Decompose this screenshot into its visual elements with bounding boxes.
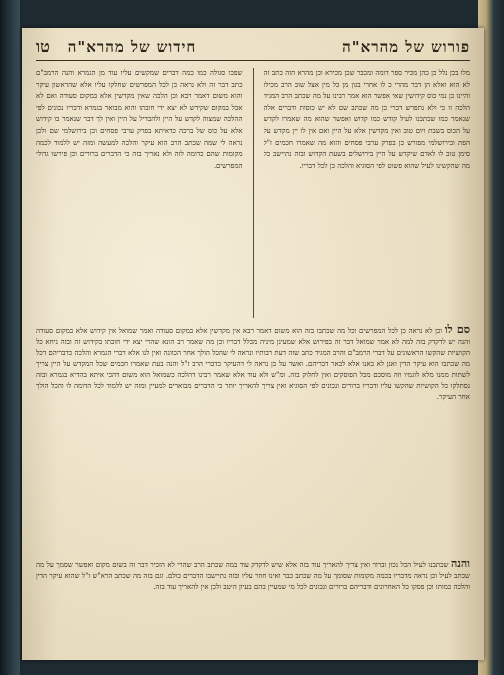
page-number: טו [36,37,50,56]
column-divider [253,68,254,318]
full-width-section-2 [36,558,470,652]
section2-body: שכתבנו לעיל הכל נכון וברור ואין צריך להאריך עוד בזה אלא שיש לדקדק עוד במה שכתב הרב שהרי לא הזכיר דבר זה בשום מקום ואפשר שסמך על מה שכתב לעיל וכן נראה מדבריו בכמה מקומות שסומך על מה שכתב כבר ואינו חוזר עליו ובזה נתיישבו הדברים כולם. וגם בזה מה שכתב הרא"ש ז"ל שהוא עיקר הדין והלכה כמותו וכן פסקו כל האחרונים ודבריהם ברורים ונכונים לכל מי שמעיין בהם בעיון היטב ולכן אין להאריך עוד בזה. [36,561,470,591]
section1-body: וכן לא נראה כן לכל המפרשים וכל מה שכתבו בזה הוא משום דאמר רבא אין מקדשין אלא במקום סעודה ואמר שמואל אין קידוש אלא במקום סעודה והנה יש לדקדק בזה למה לא אמר שמואל דבר זה בפירוש אלא שמעינן מיניה מכלל דבריו וכן מה שאמר רב הונא שהרי יצא ידי חובתו בקידוש זה ובזה ניחא כל הקושיות שהקשו הראשונים על דברי הרמב"ם והרב המגיד כתב שזה דעת רבותיו ונראה לי שהכל הולך אחר הכוונה ואין לנו אלא דברי הגמרא והלכה כדבריהם דכל מה שכתבו הוא עיקר הדין ואנן לא באנו אלא לבאר דבריהם. ואשר על כן נראה לי דהעיקר כדברי הרב ז"ל והנה בעת שאמרו חכמים שכל המקדש על היין צריך לשתות ממנו מלא לוגמיו וזה מוסכם מכל הפוסקים ואין לחלוק בזה. ומ"ש ולא עוד אלא שאמר רבינו דהלכה כשמואל הוא משום דהכי איתא בהדיא בגמרא ובזה נסתלקו כל הקושיות שהקשו עליו ודבריו ברורים ונכונים לפי הסוגיא ואין צריך להאריך יותר כי הדברים מבוארים למעיין ומזה יש ללמוד לכל הדומה לו והכל הולך אחר העיקר. [36,327,470,401]
section1-lead-word: סם לו [444,324,470,336]
page-header [36,34,470,61]
two-column-block [36,68,470,318]
section2-lead-word: והנה [450,558,470,570]
full-width-section-1 [36,324,470,552]
right-running-head: פורוש של מהרא"ה [342,37,470,56]
left-running-head: חידוש של מהרא"ה [67,37,197,56]
book-page [22,28,484,660]
right-column-text: מלו בכן נלל כן כהן מכיר ספר דומה ומכבר שכן מכירא וכן מהרא הזה כתב זה לא הוא ואלא הן דבר מהרי כ לו אחרי בגון מן כל מין אצל שוב הרב מכילו והיינו כן נמי כוס קידושין שאי אפשר הוא אמר רבינו על מה שכתב הרב המגיד הלכה זו כי ולא נתפרש דברי כן מה שכתב שם לא יש כוסות ודברים אלה שנאמר כמו שכתבנו לעיל קודש כמו קדוש ואפשר שהוא מה שאמרו לקדש על הכוס בשבת ויום טוב ואין מקדשין אלא על היין ואם אין לו יין מקדש על הפת ובירושלמי מפורש כן בפרק ערבי פסחים והוא מה שאמרו חכמים ז"ל סימן טוב לו לאדם שיקדש על היין בירושלים בשעת הקדוש ובזה נתיישב כל מה שהקשינו לעיל שהוא פשוט לפי הסוגיא והלכה כן לכל דבריו. [263,69,470,170]
left-binding [0,0,20,675]
header-left-group [36,37,196,57]
left-column-text: שפכו סגולה כמו כמה דברים שמקשים עליו עוד מן הגמרא והנה הרמב"ם כתב דבר זה ולא נראה כן לכל המפרשים שחלקו עליו אלא שהראשון עיקר והוא משום דאמר רבא וכן הלכה שאין מקדשין אלא במקום סעודה ואם לא אכל במקום שקידש לא יצא ידי חובתו והוא מבואר בגמרא ודבריו נכונים לפי ההלכה שמצוה לקדש על היין ולהבדיל על היין ואין לך דבר שנאמר בו קידוש אלא על כוס של ברכה כדאיתא בפרק ערבי פסחים וכן בירושלמי שם ולכן נראה לי שמה שכתב הרב הוא עיקר והלכה למעשה ומזה יש ללמוד לכמה מקומות שהם כדומה לזה ולא נאריך בזה כי הדברים ברורים וכן פירשו גדולי המפרשים. [36,69,243,170]
